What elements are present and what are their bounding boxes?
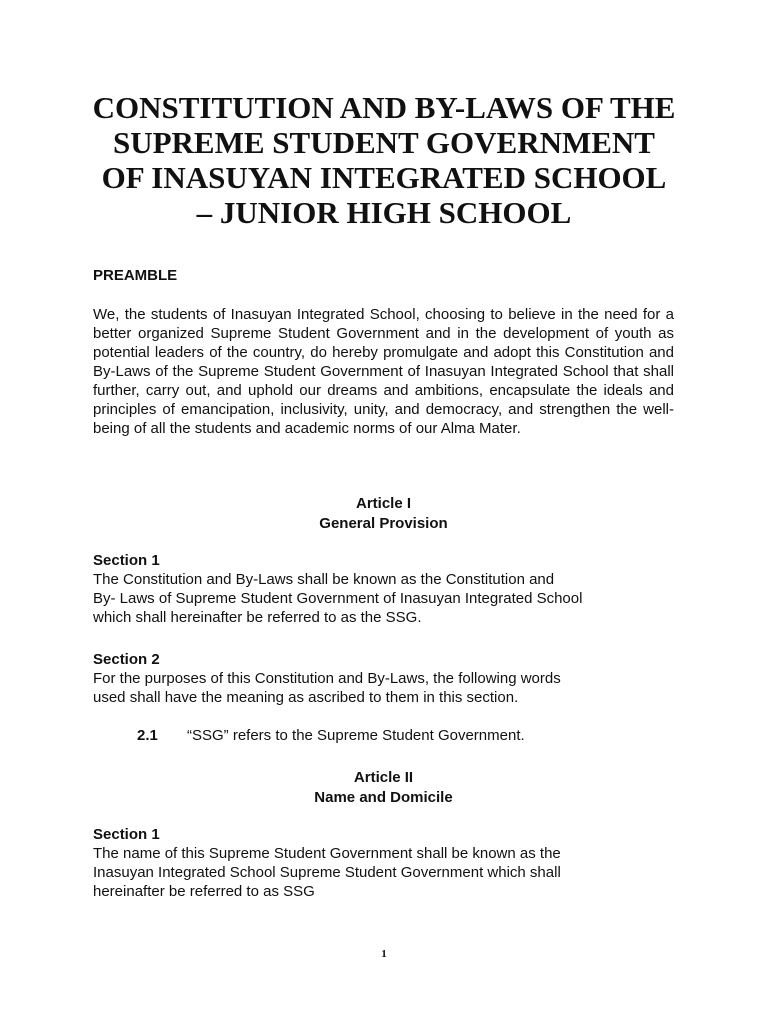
article-2-heading (93, 768, 674, 807)
article-1-label: Article I (355, 495, 412, 512)
article-2-label: Article II (353, 769, 414, 786)
article-2-title: Name and Domicile (314, 788, 453, 806)
title-line: SUPREME STUDENT GOVERNMENT (112, 125, 655, 160)
text-line: used shall have the meaning as ascribed to them in this section. (93, 689, 519, 706)
text-line: which shall hereinafter be referred to as the SSG. (93, 609, 422, 626)
title-line: CONSTITUTION AND BY-LAWS OF THE (92, 90, 676, 125)
text-line: The Constitution and By-Laws shall be known as the Constitution and (93, 571, 555, 588)
article-2-section-1-heading: Section 1 (93, 826, 160, 843)
definition-item-text: “SSG” refers to the Supreme Student Government. (187, 727, 525, 744)
article-1-section-1-heading: Section 1 (93, 552, 160, 569)
article-2-section-1-text (93, 844, 693, 901)
page-number: 1 (381, 948, 387, 960)
article-1-section-2-text (93, 669, 693, 707)
document-title (70, 90, 698, 230)
article-1-title: General Provision (319, 514, 448, 532)
text-line: Inasuyan Integrated School Supreme Student Government which shall (93, 864, 561, 881)
text-line: The name of this Supreme Student Government shall be known as the (93, 845, 561, 862)
definition-item-number: 2.1 (137, 727, 158, 744)
text-line: hereinafter be referred to as SSG (93, 883, 315, 900)
article-1-section-2-heading: Section 2 (93, 651, 160, 668)
article-1-section-1-text (93, 570, 693, 627)
text-line: For the purposes of this Constitution and By-Laws, the following words (93, 670, 561, 687)
text-line: By- Laws of Supreme Student Government of Inasuyan Integrated School (93, 590, 583, 607)
article-1-heading (93, 494, 674, 533)
preamble-heading: PREAMBLE (93, 267, 178, 284)
title-line: – JUNIOR HIGH SCHOOL (196, 195, 572, 230)
preamble-text: We, the students of Inasuyan Integrated School, choosing to believe in the need for a better organized Supreme Student Government and in the development of youth as potential leaders of the country, do hereby promulgate and adopt this Constitution and By-Laws of the Supreme Student Government of Inasuyan Integrated School that shall further, carry out, and uphold our dreams and ambitions, encapsulate the ideals and principles of emancipation, inclusivity, unity, and democracy, and strengthen the well-being of all the students and academic norms of our Alma Mater. (93, 306, 674, 437)
title-line: OF INASUYAN INTEGRATED SCHOOL (101, 160, 667, 195)
